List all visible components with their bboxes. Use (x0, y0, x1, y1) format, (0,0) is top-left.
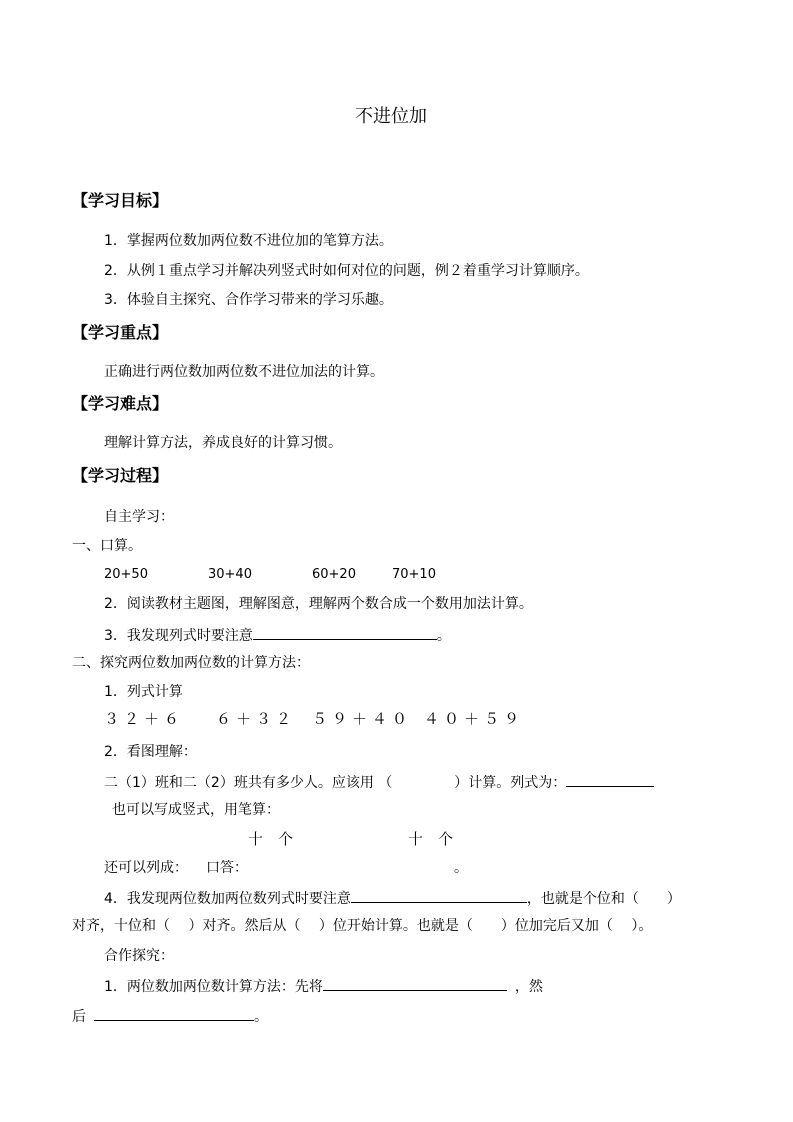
expression: ５９＋４０ (312, 710, 413, 728)
alt-expression-text: 还可以列成： (104, 860, 188, 876)
question-text-b: ）计算。列式为： (454, 775, 567, 791)
item4-text-b: ，也就是个位和（ ） (526, 891, 681, 907)
expression: ６＋３２ (216, 710, 297, 728)
coop-text-b: ，然 (514, 979, 543, 995)
oral-exercise: 20+50 (104, 567, 148, 582)
page-title: 不进位加 (355, 106, 427, 127)
section-heading-difficulty: 【学习难点】 (72, 394, 169, 413)
part1-item2: 2．阅读教材主题图，理解图意，理解两个数合成一个数用加法计算。 (104, 596, 533, 612)
oral-exercise: 30+40 (208, 567, 252, 582)
part2-item1: 1．列式计算 (104, 684, 183, 700)
goal-item: 1．掌握两位数加两位数不进位加的笔算方法。 (104, 233, 393, 249)
oral-answer-end: 。 (454, 860, 468, 876)
place-value-header: 十 个 (408, 830, 454, 848)
coop-heading: 合作探究： (104, 948, 174, 964)
part1-heading: 一、口算。 (72, 538, 142, 554)
vertical-form-prompt: 也可以写成竖式，用笔算： (112, 802, 280, 818)
item3-text: 3．我发现列式时要注意 (104, 628, 253, 644)
section-heading-key: 【学习重点】 (72, 323, 169, 342)
oral-exercise: 60+20 (312, 567, 356, 582)
part2-item2: 2．看图理解： (104, 744, 197, 760)
part2-heading: 二、探究两位数加两位数的计算方法： (72, 655, 310, 671)
part2-item4 (104, 888, 681, 908)
goal-item: 3．体验自主探究、合作学习带来的学习乐趣。 (104, 292, 393, 308)
coop-item1-cont (72, 1006, 268, 1026)
coop-text-c: 后 (72, 1009, 86, 1025)
question-text-a: 二（1）班和二（2）班共有多少人。应该用 （ (104, 775, 393, 791)
answer-blank[interactable] (253, 625, 437, 640)
item3-end: 。 (436, 628, 451, 644)
coop-end: 。 (254, 1009, 268, 1025)
part2-item4-cont: 对齐，十位和（ ）对齐。然后从（ ）位开始计算。也就是（ ）位加完后又加（ ）。 (72, 918, 653, 934)
self-study-label: 自主学习： (104, 509, 174, 525)
place-value-header: 十 个 (248, 830, 294, 848)
expression: ３２＋６ (104, 710, 185, 728)
difficulty-text: 理解计算方法，养成良好的计算习惯。 (104, 435, 342, 451)
section-heading-goals: 【学习目标】 (72, 191, 169, 210)
answer-blank[interactable] (566, 772, 654, 787)
expression: ４０＋５９ (424, 710, 525, 728)
oral-exercise: 70+10 (392, 567, 436, 582)
coop-item1 (104, 976, 543, 996)
question-line (104, 772, 654, 792)
key-point-text: 正确进行两位数加两位数不进位加法的计算。 (104, 364, 384, 380)
item4-text-a: 4．我发现两位数加两位数列式时要注意 (104, 891, 351, 907)
alt-expression-line (104, 859, 468, 877)
answer-blank[interactable] (323, 976, 507, 991)
coop-text-a: 1．两位数加两位数计算方法：先将 (104, 979, 323, 995)
answer-blank[interactable] (94, 1006, 254, 1021)
part1-item3 (104, 625, 451, 645)
section-heading-process: 【学习过程】 (72, 466, 169, 485)
answer-blank[interactable] (351, 888, 527, 903)
goal-item: 2．从例１重点学习并解决列竖式时如何对位的问题，例２着重学习计算顺序。 (104, 263, 589, 279)
oral-answer-label: 口答： (206, 860, 248, 876)
